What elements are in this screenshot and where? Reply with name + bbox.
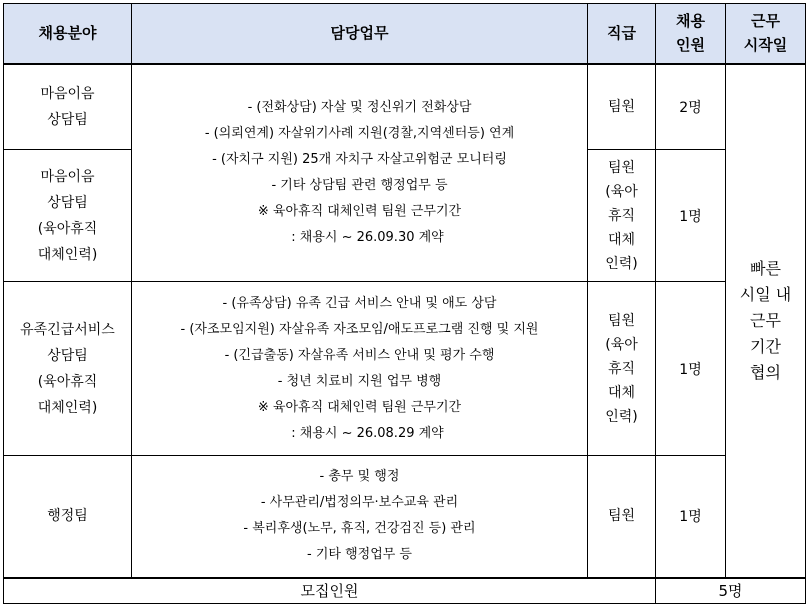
header-rank: 직급 [588,4,656,64]
count-cell: 2명 [656,64,726,150]
duty-note-period: : 채용시 ~ 26.09.30 계약 [291,229,444,245]
rank-line: 팀원 [607,159,636,176]
header-count-line1: 채용 [676,12,705,31]
rank-cell [588,456,656,578]
start-cell [726,64,806,578]
duty-line: - (자치구 지원) 25개 자치구 자살고위험군 모니터링 [212,151,507,167]
field-cell [4,150,132,282]
duty-line: - 기타 행정업무 등 [307,547,412,563]
duty-line: - 기타 상담팀 관련 행정업무 등 [271,177,448,193]
field-line: 상담팀 [47,111,88,128]
count-cell: 1명 [656,150,726,282]
field-line: 상담팀 [47,194,88,211]
field-line: 행정팀 [47,508,88,525]
field-line: 대체인력) [37,246,98,263]
rank-line: (육아 [605,336,638,353]
table-row [4,456,806,578]
rank-cell [588,64,656,150]
duty-line: - 사무관리/법정의무·보수교육 관리 [260,495,459,511]
table-row [4,64,806,150]
field-line: 마음이음 [40,168,95,185]
field-cell [4,456,132,578]
field-line: (육아휴직 [37,373,98,390]
header-start-line1: 근무 [751,12,780,31]
start-line: 기간 [750,336,781,356]
rank-cell [588,150,656,282]
duty-line: - 청년 치료비 지원 업무 병행 [277,373,442,389]
total-value: 5명 [656,578,806,604]
header-field: 채용분야 [4,4,132,64]
recruitment-table [3,3,806,604]
rank-line: 팀원 [607,312,636,329]
rank-cell [588,282,656,456]
duties-cell-counseling [132,64,588,282]
table-row [4,282,806,456]
duty-line: - (전화상담) 자살 및 정신위기 전화상담 [247,99,472,115]
duty-line: - 복리후생(노무, 휴직, 건강검진 등) 관리 [243,521,476,537]
header-duty: 담당업무 [132,4,588,64]
rank-line: 인력) [605,255,638,272]
start-line: 근무 [750,310,781,330]
start-line: 시일 내 [739,284,792,304]
header-count [656,4,726,64]
duty-line: - (의뢰연계) 자살위기사례 지원(경찰,지역센터등) 연계 [204,125,515,141]
rank-line: 인력) [605,408,638,425]
rank-line: (육아 [605,183,638,200]
duty-note: ※ 육아휴직 대체인력 팀원 근무기간 [257,203,462,219]
rank-line: 휴직 [607,207,636,224]
duty-line: - (자조모임지원) 자살유족 자조모임/애도프로그램 진행 및 지원 [180,321,539,337]
field-cell [4,64,132,150]
header-start [726,4,806,64]
header-row [4,4,806,64]
field-line: 유족긴급서비스 [20,321,115,338]
field-line: 상담팀 [47,347,88,364]
field-line: 마음이음 [40,85,95,102]
field-line: (육아휴직 [37,220,98,237]
field-line: 대체인력) [37,399,98,416]
start-line: 빠른 [750,258,781,278]
rank-line: 팀원 [607,98,636,115]
count-cell: 1명 [656,456,726,578]
rank-line: 휴직 [607,360,636,377]
duty-note: ※ 육아휴직 대체인력 팀원 근무기간 [257,399,462,415]
header-count-line2: 인원 [676,36,705,55]
start-line: 협의 [750,362,781,382]
total-row [4,578,806,604]
duties-cell-bereaved [132,282,588,456]
rank-line: 팀원 [607,508,636,525]
rank-line: 대체 [607,231,636,248]
header-start-line2: 시작일 [743,36,788,55]
duties-cell-admin [132,456,588,578]
duty-note-period: : 채용시 ~ 26.08.29 계약 [291,425,444,441]
count-cell: 1명 [656,282,726,456]
rank-line: 대체 [607,384,636,401]
total-label: 모집인원 [4,578,656,604]
duty-line: - 총무 및 행정 [319,469,400,485]
duty-line: - (긴급출동) 자살유족 서비스 안내 및 평가 수행 [224,347,495,363]
duty-line: - (유족상담) 유족 긴급 서비스 안내 및 애도 상담 [222,295,497,311]
field-cell [4,282,132,456]
